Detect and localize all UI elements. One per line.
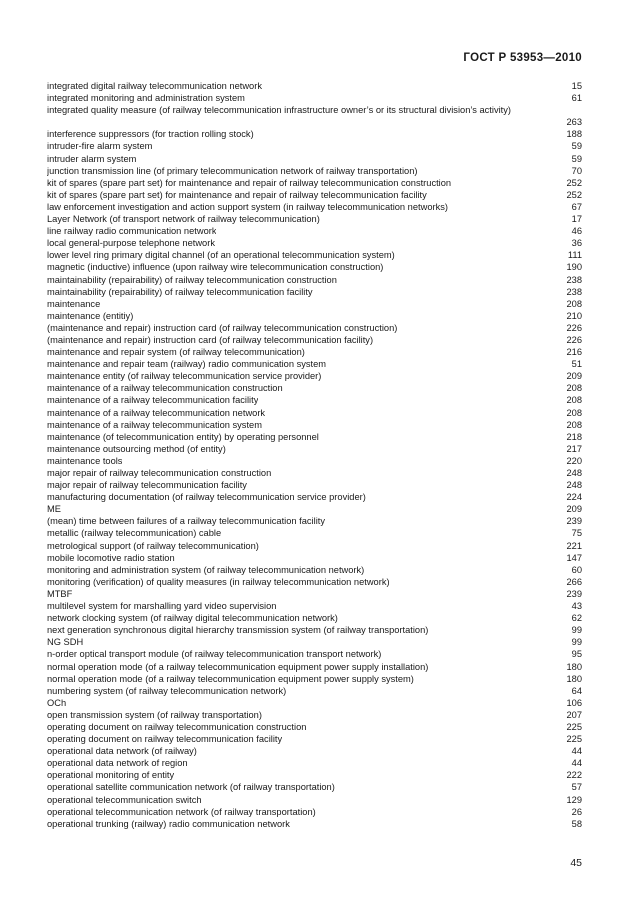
index-page-ref: 44 [571,758,582,769]
index-entry [47,177,582,189]
index-term: multilevel system for marshalling yard video supervision [47,601,277,612]
index-page-ref: 129 [566,794,582,805]
index-entry [47,286,582,298]
index-term: maintenance of a railway telecommunication facility [47,395,259,406]
index-page-ref: 180 [566,673,582,684]
index-entry [47,745,582,757]
index-page-ref: 75 [571,528,582,539]
index-page-ref: 62 [571,613,582,624]
index-term: maintenance of a railway telecommunication system [47,419,262,430]
index-entry [47,370,582,382]
index-page-ref: 248 [566,480,582,491]
index-page-ref: 226 [566,322,582,333]
index-page-ref: 209 [566,504,582,515]
index-page-ref: 217 [566,443,582,454]
index-entry [47,455,582,467]
index-term: normal operation mode (of a railway telecommunication equipment power supply system) [47,673,414,684]
index-term: maintenance of a railway telecommunication construction [47,383,283,394]
index-entry [47,503,582,515]
index-page-ref: 44 [571,746,582,757]
page-number: 45 [570,857,582,869]
index-entry [47,564,582,576]
index-page-ref: 106 [566,697,582,708]
index-term: operating document on railway telecommunication facility [47,734,283,745]
index-page-ref: 252 [566,177,582,188]
index-entry [47,600,582,612]
index-page-ref: 216 [566,347,582,358]
index-term: mobile locomotive radio station [47,552,175,563]
index-entry [47,733,582,745]
index-entry-list [47,80,582,830]
index-page-ref: 46 [571,226,582,237]
index-term: numbering system (of railway telecommunication network) [47,685,287,696]
index-page-ref: 180 [566,661,582,672]
index-page-ref: 248 [566,468,582,478]
standard-header: ГОСТ Р 53953—2010 [463,52,582,64]
index-page-ref: 190 [566,262,582,273]
index-entry [47,407,582,419]
index-entry [47,467,582,479]
index-entry [47,479,582,491]
index-entry [47,104,582,128]
index-term: kit of spares (spare part set) for maintenance and repair of railway telecommunication construction [47,177,452,188]
index-entry [47,382,582,394]
index-entry [47,769,582,781]
index-entry [47,818,582,830]
index-entry [47,661,582,673]
index-term: intruder-fire alarm system [47,141,153,152]
index-entry [47,201,582,213]
index-page-ref: 59 [571,153,582,164]
index-page-ref: 111 [567,250,582,261]
index-term: law enforcement investigation and action support system (in railway telecommunication networks) [47,201,448,212]
index-term: operational monitoring of entity [47,770,175,781]
index-page-ref: 221 [566,540,582,551]
index-term: open transmission system (of railway transportation) [47,709,262,720]
index-page-ref: 263 [566,117,582,128]
index-page-ref: 58 [571,818,582,829]
index-term: integrated monitoring and administration system [47,93,245,104]
index-page-ref: 17 [571,214,582,225]
index-term: maintenance tools [47,455,123,466]
index-term: intruder alarm system [47,153,137,164]
index-term: maintainability (repairability) of railway telecommunication facility [47,286,313,297]
index-term: NG SDH [47,637,84,648]
index-page-ref: 26 [571,806,582,817]
index-page-ref: 57 [571,782,582,793]
index-page-ref: 188 [566,129,582,140]
index-term: integrated quality measure (of railway telecommunication infrastructure owner’s or its structural division’s activity) [47,105,512,116]
index-term: line railway radio communication network [47,226,217,237]
index-entry [47,540,582,552]
index-term: metrological support (of railway telecommunication) [47,540,259,551]
index-entry [47,322,582,334]
index-term: MTBF [47,588,73,599]
index-page-ref: 51 [571,359,582,370]
index-entry [47,697,582,709]
index-term: operational telecommunication network (of railway transportation) [47,806,316,817]
index-entry [47,685,582,697]
index-entry [47,128,582,140]
index-term: operational telecommunication switch [47,794,202,805]
index-term: maintenance (of telecommunication entity) by operating personnel [47,431,319,442]
index-term: OCh [47,697,67,708]
index-entry [47,237,582,249]
index-term: operational data network (of railway) [47,746,197,757]
index-term: integrated digital railway telecommunication network [47,81,262,91]
index-entry [47,274,582,286]
index-page-ref: 220 [566,455,582,466]
index-entry [47,636,582,648]
index-term: operating document on railway telecommunication construction [47,721,307,732]
index-entry [47,298,582,310]
index-term: network clocking system (of railway digital telecommunication network) [47,613,338,624]
index-term: local general-purpose telephone network [47,238,215,249]
index-term: maintainability (repairability) of railway telecommunication construction [47,274,337,285]
index-term: manufacturing documentation (of railway telecommunication service provider) [47,492,366,503]
index-entry [47,794,582,806]
index-term: major repair of railway telecommunication facility [47,480,247,491]
index-page-ref: 222 [566,770,582,781]
index-page-ref: 224 [566,492,582,503]
index-term: kit of spares (spare part set) for maintenance and repair of railway telecommunication facility [47,189,427,200]
index-page-ref: 239 [566,588,582,599]
index-entry [47,213,582,225]
index-term: (maintenance and repair) instruction card (of railway telecommunication facility) [47,334,374,345]
index-term: maintenance and repair system (of railway telecommunication) [47,347,305,358]
index-term: operational trunking (railway) radio communication network [47,818,290,829]
index-page-ref: 210 [566,310,582,321]
index-term: maintenance [47,298,101,309]
index-term: ME [47,504,61,515]
index-entry [47,781,582,793]
index-page-ref: 59 [571,141,582,152]
index-page-ref: 225 [566,721,582,732]
index-term: interference suppressors (for traction rolling stock) [47,129,254,140]
index-term: maintenance outsourcing method (of entity) [47,443,226,454]
index-entry [47,588,582,600]
index-page-ref: 226 [566,334,582,345]
index-entry [47,346,582,358]
index-term: metallic (railway telecommunication) cable [47,528,222,539]
index-entry [47,709,582,721]
index-page-ref: 15 [571,81,582,91]
index-page-ref: 61 [571,93,582,104]
index-page-ref: 70 [571,165,582,176]
index-entry [47,806,582,818]
index-entry [47,431,582,443]
index-page-ref: 238 [566,274,582,285]
index-entry [47,612,582,624]
index-entry [47,394,582,406]
index-entry [47,165,582,177]
index-entry [47,443,582,455]
index-entry [47,491,582,503]
index-term: lower level ring primary digital channel (of an operational telecommunication system) [47,250,395,261]
index-entry [47,624,582,636]
index-entry [47,648,582,660]
index-page-ref: 36 [571,238,582,249]
index-page-ref: 225 [566,734,582,745]
index-page-ref: 208 [566,419,582,430]
index-entry [47,721,582,733]
index-term: monitoring and administration system (of railway telecommunication network) [47,564,365,575]
index-page-ref: 238 [566,286,582,297]
index-page-ref: 208 [566,395,582,406]
index-entry [47,527,582,539]
index-term: monitoring (verification) of quality measures (in railway telecommunication network) [47,576,390,587]
index-entry [47,153,582,165]
index-page-ref: 64 [571,685,582,696]
index-entry [47,358,582,370]
index-page-ref: 239 [566,516,582,527]
index-entry [47,673,582,685]
index-entry [47,310,582,322]
index-term: normal operation mode (of a railway telecommunication equipment power supply installation) [47,661,429,672]
index-page-ref: 252 [566,189,582,200]
index-entry [47,92,582,104]
index-term: (maintenance and repair) instruction card (of railway telecommunication construction) [47,322,398,333]
index-term: (mean) time between failures of a railway telecommunication facility [47,516,325,527]
index-page-ref: 67 [571,201,582,212]
index-page-ref: 209 [566,371,582,382]
index-term: maintenance entity (of railway telecommunication service provider) [47,371,322,382]
index-term: operational data network of region [47,758,188,769]
index-term: magnetic (inductive) influence (upon railway wire telecommunication construction) [47,262,384,273]
index-entry [47,576,582,588]
index-term: Layer Network (of transport network of railway telecommunication) [47,214,320,225]
index-term: junction transmission line (of primary telecommunication network of railway transportation) [47,165,418,176]
index-page-ref: 208 [566,298,582,309]
index-page-ref: 99 [571,625,582,636]
index-entry [47,80,582,92]
index-entry [47,189,582,201]
index-term: operational satellite communication network (of railway transportation) [47,782,335,793]
index-entry [47,757,582,769]
index-page-ref: 208 [566,383,582,394]
index-page-ref: 208 [566,407,582,418]
index-term: n-order optical transport module (of railway telecommunication transport network) [47,649,382,660]
index-page-ref: 147 [566,552,582,563]
index-entry [47,515,582,527]
index-term: next generation synchronous digital hierarchy transmission system (of railway transportation) [47,625,429,636]
index-entry [47,140,582,152]
index-page-ref: 99 [571,637,582,648]
index-entry [47,419,582,431]
index-page-ref: 95 [571,649,582,660]
index-term: maintenance and repair team (railway) radio communication system [47,359,327,370]
index-entry [47,249,582,261]
index-page-ref: 207 [566,709,582,720]
index-term: maintenance (entitiy) [47,310,134,321]
index-entry [47,225,582,237]
index-page-ref: 60 [571,564,582,575]
index-page-ref: 218 [566,431,582,442]
index-entry [47,261,582,273]
index-entry [47,334,582,346]
index-term: maintenance of a railway telecommunication network [47,407,266,418]
index-page-ref: 43 [571,601,582,612]
index-entry [47,552,582,564]
index-page-ref: 266 [566,576,582,587]
index-term: major repair of railway telecommunication construction [47,468,272,478]
